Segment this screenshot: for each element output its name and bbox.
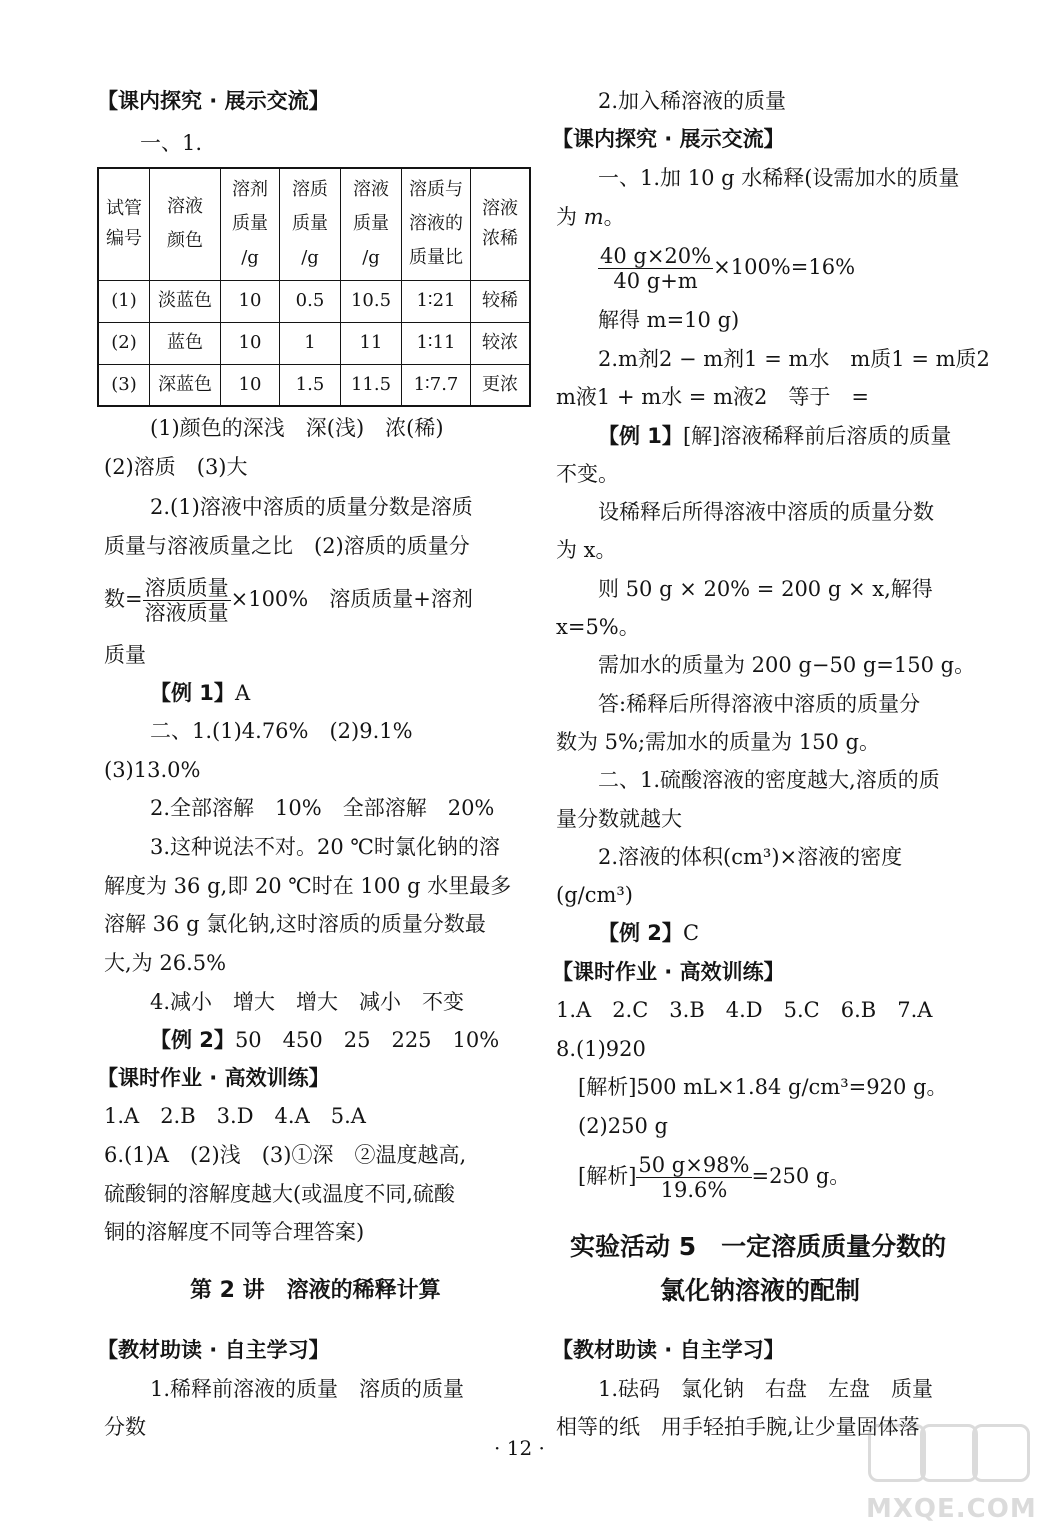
table-row: [98, 322, 530, 364]
table-cell: (3): [98, 364, 150, 406]
answer-line: 质量与溶液质量之比 (2)溶质的质量分: [104, 534, 470, 558]
answer-line: 不变。: [556, 462, 619, 486]
answer-line: 4.减小 增大 增大 减小 不变: [150, 990, 465, 1014]
fraction-denominator: 溶液质量: [144, 601, 229, 625]
table-cell: 更浓: [471, 364, 531, 406]
section-heading-reading: 【教材助读 · 自主学习】: [552, 1338, 785, 1362]
answer-line: 解得 m=10 g): [598, 308, 740, 332]
table-header: 溶质 质量 /g: [280, 168, 341, 280]
answer-line: 二、1.(1)4.76% (2)9.1%: [150, 719, 413, 743]
example-label: 【例 2】: [150, 1028, 235, 1052]
section-heading-inquiry: 【课内探究 · 展示交流】: [552, 127, 785, 151]
solution-data-table: [97, 167, 531, 407]
example-answer: [150, 1025, 499, 1055]
table-header: 溶液 颜色: [150, 168, 221, 280]
example-value: 50 450 25 225 10%: [234, 1028, 500, 1052]
answer-line: 量分数就越大: [556, 807, 682, 831]
answer-line: 6.(1)A (2)浅 (3)①深 ②温度越高,: [104, 1143, 467, 1167]
example-answer: [598, 421, 951, 451]
example-value: A: [234, 681, 251, 705]
table-cell: 蓝色: [150, 322, 221, 364]
answer-line: 3.这种说法不对。20 ℃时氯化钠的溶: [150, 835, 500, 859]
answer-line: 铜的溶解度不同等合理答案): [104, 1220, 365, 1244]
formula-suffix: ×100%=16%: [713, 255, 856, 279]
example-label: 【例 2】: [598, 921, 683, 945]
example-answer: [150, 678, 250, 708]
answer-line: 硫酸铜的溶解度越大(或温度不同,硫酸: [104, 1182, 455, 1206]
table-row: [98, 280, 530, 322]
activity-title-line2: 氯化钠溶液的配制: [660, 1276, 861, 1305]
table-cell: 0.5: [280, 280, 341, 322]
answer-line: x=5%。: [556, 615, 640, 639]
answer-line: 一、1.加 10 g 水稀释(设需加水的质量: [598, 166, 960, 190]
answer-line: (1)颜色的深浅 深(浅) 浓(稀): [150, 416, 444, 440]
watermark-text: MXQE.COM: [866, 1494, 1037, 1524]
answer-line: 1.砝码 氯化钠 右盘 左盘 质量: [598, 1377, 934, 1401]
text-part: 为: [556, 205, 584, 229]
table-cell: 10.5: [341, 280, 402, 322]
table-header: 溶液 浓稀: [471, 168, 531, 280]
formula-line: [598, 240, 855, 294]
watermark-logo-icon: [920, 1424, 978, 1482]
answer-line: 质量: [104, 643, 146, 667]
table-cell: 10: [221, 280, 280, 322]
answer-line: 则 50 g × 20% = 200 g × x,解得: [598, 577, 933, 601]
example-answer: [598, 918, 699, 948]
table-cell: 11: [341, 322, 402, 364]
table-header: 试管 编号: [98, 168, 150, 280]
section-heading-homework: 【课时作业 · 高效训练】: [97, 1066, 330, 1090]
answer-line: 2.溶液的体积(cm³)×溶液的密度: [598, 845, 903, 869]
answer-line: 2.(1)溶液中溶质的质量分数是溶质: [150, 495, 473, 519]
answer-line: 分数: [104, 1415, 146, 1439]
answer-line: (2)溶质 (3)大: [104, 455, 248, 479]
table-cell: 淡蓝色: [150, 280, 221, 322]
answer-line: 8.(1)920: [556, 1037, 646, 1061]
section-heading-inquiry: 【课内探究 · 展示交流】: [97, 89, 330, 113]
item-label: 一、1.: [140, 131, 203, 155]
formula-line: [578, 1149, 850, 1203]
table-cell: 较浓: [471, 322, 531, 364]
text-part: 。: [603, 205, 625, 229]
table-cell: (2): [98, 322, 150, 364]
answer-line: (2)250 g: [578, 1114, 668, 1138]
table-header: 溶液 质量 /g: [341, 168, 402, 280]
fraction-denominator: 40 g+m: [613, 269, 698, 293]
table-cell: 11.5: [341, 364, 402, 406]
watermark-logo-icon: [868, 1424, 926, 1482]
table-cell: 深蓝色: [150, 364, 221, 406]
example-value: C: [682, 921, 700, 945]
table-cell: 10: [221, 322, 280, 364]
answer-line: 需加水的质量为 200 g−50 g=150 g。: [598, 653, 976, 677]
answer-line: 2.全部溶解 10% 全部溶解 20%: [150, 796, 495, 820]
answer-line: m液1 + m水 = m液2 等于 =: [556, 385, 869, 409]
activity-title-line1: 实验活动 5 一定溶质质量分数的: [570, 1232, 947, 1261]
table-row: [98, 364, 530, 406]
variable: m: [583, 205, 604, 229]
formula-suffix: ×100% 溶质质量+溶剂: [230, 587, 473, 611]
answer-line: 1.稀释前溶液的质量 溶质的质量: [150, 1377, 465, 1401]
answer-line: 二、1.硫酸溶液的密度越大,溶质的质: [598, 768, 940, 792]
table-cell: 1.5: [280, 364, 341, 406]
answer-line: 2.加入稀溶液的质量: [598, 89, 787, 113]
formula-suffix: =250 g。: [751, 1164, 851, 1188]
fraction: [143, 576, 231, 625]
answer-line: 2.m剂2 − m剂1 = m水 m质1 = m质2: [598, 347, 990, 371]
table-cell: 较稀: [471, 280, 531, 322]
table-cell: (1): [98, 280, 150, 322]
answer-line: [解析]500 mL×1.84 g/cm³=920 g。: [578, 1075, 948, 1099]
answer-line: 相等的纸 用手轻拍手腕,让少量固体落: [556, 1415, 920, 1439]
table-cell: 1: [280, 322, 341, 364]
table-cell: 1∶11: [402, 322, 471, 364]
answer-line: (3)13.0%: [104, 758, 201, 782]
answer-line: 1.A 2.B 3.D 4.A 5.A: [104, 1104, 366, 1128]
table-cell: 1∶21: [402, 280, 471, 322]
example-label: 【例 1】: [150, 681, 235, 705]
table-cell: 10: [221, 364, 280, 406]
table-header: 溶剂 质量 /g: [221, 168, 280, 280]
table-header: 溶质与 溶液的 质量比: [402, 168, 471, 280]
fraction: [636, 1153, 751, 1202]
example-value: [解]溶液稀释前后溶质的质量: [682, 424, 952, 448]
watermark-logo-icon: [972, 1424, 1030, 1482]
fraction-numerator: 50 g×98%: [638, 1153, 750, 1177]
example-label: 【例 1】: [598, 424, 683, 448]
formula-prefix: 数=: [104, 587, 143, 611]
fraction-numerator: 40 g×20%: [600, 244, 712, 268]
answer-line: [556, 202, 625, 232]
answer-line: 大,为 26.5%: [104, 951, 227, 975]
table-cell: 1∶7.7: [402, 364, 471, 406]
watermark: [858, 1424, 1038, 1532]
page-number: · 12 ·: [494, 1436, 545, 1460]
answer-line: 1.A 2.C 3.B 4.D 5.C 6.B 7.A: [556, 998, 933, 1022]
answer-line: (g/cm³): [556, 883, 633, 907]
section-heading-homework: 【课时作业 · 高效训练】: [552, 960, 785, 984]
formula-line: [104, 570, 473, 628]
formula-prefix: [解析]: [578, 1164, 637, 1188]
answer-line: 溶解 36 g 氯化钠,这时溶质的质量分数最: [104, 912, 486, 936]
section-heading-reading: 【教材助读 · 自主学习】: [97, 1338, 330, 1362]
answer-line: 为 x。: [556, 538, 617, 562]
answer-line: 数为 5%;需加水的质量为 150 g。: [556, 730, 880, 754]
chapter-title: 第 2 讲 溶液的稀释计算: [190, 1278, 441, 1303]
answer-line: 解度为 36 g,即 20 ℃时在 100 g 水里最多: [104, 874, 512, 898]
answer-line: 设稀释后所得溶液中溶质的质量分数: [598, 500, 934, 524]
answer-line: 答:稀释后所得溶液中溶质的质量分: [598, 692, 921, 716]
fraction-denominator: 19.6%: [660, 1178, 728, 1202]
fraction: [598, 244, 713, 293]
fraction-numerator: 溶质质量: [144, 576, 229, 600]
